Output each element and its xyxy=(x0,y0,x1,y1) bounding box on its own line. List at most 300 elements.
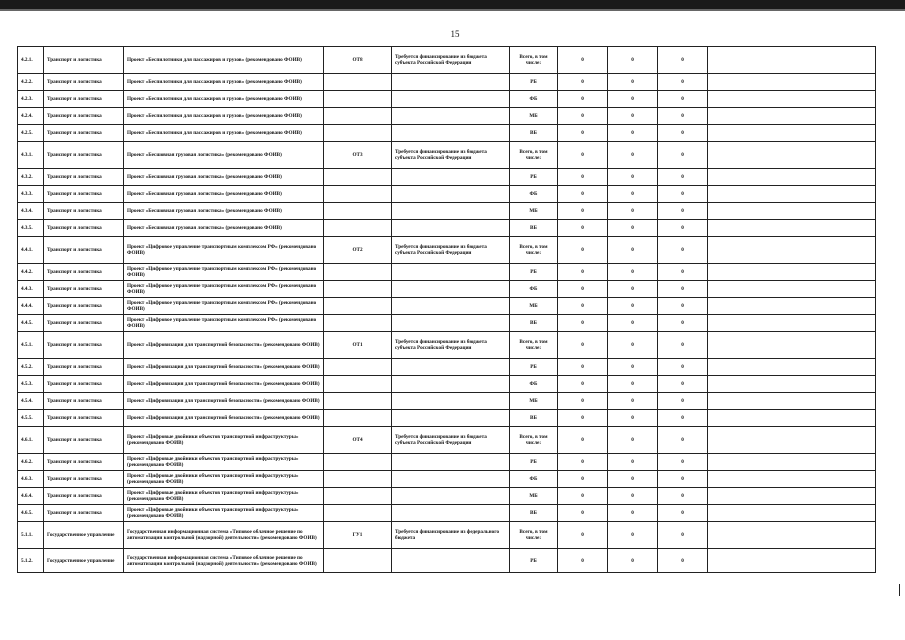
funding-source-cell: ВБ xyxy=(510,315,558,332)
direction-cell: Транспорт и логистика xyxy=(44,108,124,125)
table-row xyxy=(18,549,876,573)
funding-source-cell: ФБ xyxy=(510,471,558,488)
row-number: 4.3.2. xyxy=(18,169,44,186)
funding-source-cell: ВБ xyxy=(510,410,558,427)
value-cell-3: 0 xyxy=(658,74,708,91)
direction-cell: Транспорт и логистика xyxy=(44,91,124,108)
empty-cell xyxy=(708,47,876,74)
funding-source-cell: МБ xyxy=(510,298,558,315)
value-cell-2: 0 xyxy=(608,488,658,505)
financing-note-cell xyxy=(392,454,510,471)
value-cell-1: 0 xyxy=(558,505,608,522)
value-cell-2: 0 xyxy=(608,522,658,549)
value-cell-1: 0 xyxy=(558,410,608,427)
table-row xyxy=(18,427,876,454)
value-cell-3: 0 xyxy=(658,488,708,505)
value-cell-3: 0 xyxy=(658,142,708,169)
value-cell-3: 0 xyxy=(658,315,708,332)
code-cell xyxy=(324,169,392,186)
table-row xyxy=(18,332,876,359)
direction-cell: Транспорт и логистика xyxy=(44,203,124,220)
value-cell-3: 0 xyxy=(658,332,708,359)
value-cell-1: 0 xyxy=(558,203,608,220)
row-number: 4.2.5. xyxy=(18,125,44,142)
empty-cell xyxy=(708,522,876,549)
code-cell xyxy=(324,454,392,471)
financing-note-cell xyxy=(392,410,510,427)
code-cell xyxy=(324,315,392,332)
value-cell-1: 0 xyxy=(558,393,608,410)
project-cell: Проект «Беспилотники для пассажиров и грузов» (рекомендовано ФОИВ) xyxy=(124,91,324,108)
top-scan-border xyxy=(0,0,905,9)
value-cell-1: 0 xyxy=(558,125,608,142)
value-cell-3: 0 xyxy=(658,549,708,573)
value-cell-1: 0 xyxy=(558,108,608,125)
project-cell: Проект «Бесшовная грузовая логистика» (рекомендовано ФОИВ) xyxy=(124,186,324,203)
value-cell-1: 0 xyxy=(558,488,608,505)
funding-source-cell: ФБ xyxy=(510,376,558,393)
empty-cell xyxy=(708,237,876,264)
value-cell-2: 0 xyxy=(608,281,658,298)
value-cell-2: 0 xyxy=(608,549,658,573)
table-row xyxy=(18,522,876,549)
row-number: 4.4.4. xyxy=(18,298,44,315)
empty-cell xyxy=(708,186,876,203)
project-cell: Проект «Цифровое управление транспортным комплексом РФ» (рекомендовано ФОИВ) xyxy=(124,237,324,264)
project-cell: Проект «Бесшовная грузовая логистика» (рекомендовано ФОИВ) xyxy=(124,142,324,169)
value-cell-2: 0 xyxy=(608,427,658,454)
table-row xyxy=(18,220,876,237)
code-cell xyxy=(324,220,392,237)
project-cell: Проект «Беспилотники для пассажиров и грузов» (рекомендовано ФОИВ) xyxy=(124,125,324,142)
table-row xyxy=(18,125,876,142)
value-cell-1: 0 xyxy=(558,169,608,186)
project-cell: Проект «Цифровизация для транспортной безопасности» (рекомендовано ФОИВ) xyxy=(124,393,324,410)
financing-note-cell xyxy=(392,393,510,410)
direction-cell: Государственное управление xyxy=(44,549,124,573)
project-cell: Проект «Беспилотники для пассажиров и грузов» (рекомендовано ФОИВ) xyxy=(124,74,324,91)
direction-cell: Транспорт и логистика xyxy=(44,237,124,264)
value-cell-2: 0 xyxy=(608,74,658,91)
value-cell-2: 0 xyxy=(608,91,658,108)
table-row xyxy=(18,91,876,108)
project-cell: Проект «Беспилотники для пассажиров и грузов» (рекомендовано ФОИВ) xyxy=(124,47,324,74)
funding-source-cell: РБ xyxy=(510,454,558,471)
row-number: 4.4.1. xyxy=(18,237,44,264)
project-cell: Государственная информационная система «Типовое облачное решение по автоматизации контрольной (надзорной) деятельности» (рекомендовано ФОИВ) xyxy=(124,549,324,573)
financing-note-cell xyxy=(392,376,510,393)
funding-source-cell: РБ xyxy=(510,74,558,91)
financing-note-cell xyxy=(392,298,510,315)
empty-cell xyxy=(708,142,876,169)
table-row xyxy=(18,281,876,298)
value-cell-3: 0 xyxy=(658,108,708,125)
value-cell-3: 0 xyxy=(658,125,708,142)
empty-cell xyxy=(708,359,876,376)
value-cell-3: 0 xyxy=(658,359,708,376)
value-cell-3: 0 xyxy=(658,505,708,522)
funding-source-cell: Всего, в том числе: xyxy=(510,237,558,264)
value-cell-3: 0 xyxy=(658,410,708,427)
table-body xyxy=(18,47,876,573)
project-cell: Проект «Цифровое управление транспортным комплексом РФ» (рекомендовано ФОИВ) xyxy=(124,281,324,298)
value-cell-3: 0 xyxy=(658,281,708,298)
row-number: 4.6.5. xyxy=(18,505,44,522)
value-cell-1: 0 xyxy=(558,471,608,488)
table-row xyxy=(18,376,876,393)
top-scan-border-shadow xyxy=(0,9,905,11)
row-number: 4.5.1. xyxy=(18,332,44,359)
financing-note-cell xyxy=(392,203,510,220)
financing-table xyxy=(17,46,876,573)
page-number: 15 xyxy=(450,29,460,39)
funding-source-cell: ВБ xyxy=(510,220,558,237)
direction-cell: Транспорт и логистика xyxy=(44,74,124,91)
code-cell xyxy=(324,186,392,203)
empty-cell xyxy=(708,203,876,220)
direction-cell: Транспорт и логистика xyxy=(44,315,124,332)
value-cell-3: 0 xyxy=(658,471,708,488)
empty-cell xyxy=(708,298,876,315)
code-cell: ГУ1 xyxy=(324,522,392,549)
value-cell-2: 0 xyxy=(608,237,658,264)
code-cell xyxy=(324,410,392,427)
table-row xyxy=(18,454,876,471)
value-cell-3: 0 xyxy=(658,169,708,186)
row-number: 4.5.2. xyxy=(18,359,44,376)
empty-cell xyxy=(708,220,876,237)
table-row xyxy=(18,203,876,220)
value-cell-2: 0 xyxy=(608,332,658,359)
direction-cell: Транспорт и логистика xyxy=(44,359,124,376)
financing-note-cell xyxy=(392,505,510,522)
table-row xyxy=(18,169,876,186)
project-cell: Проект «Цифровизация для транспортной безопасности» (рекомендовано ФОИВ) xyxy=(124,359,324,376)
value-cell-2: 0 xyxy=(608,376,658,393)
code-cell xyxy=(324,298,392,315)
empty-cell xyxy=(708,505,876,522)
table-row xyxy=(18,315,876,332)
project-cell: Проект «Цифровое управление транспортным комплексом РФ» (рекомендовано ФОИВ) xyxy=(124,315,324,332)
value-cell-1: 0 xyxy=(558,298,608,315)
direction-cell: Транспорт и логистика xyxy=(44,454,124,471)
project-cell: Проект «Цифровые двойники объектов транспортной инфраструктуры» (рекомендовано ФОИВ) xyxy=(124,454,324,471)
funding-source-cell: ВБ xyxy=(510,125,558,142)
empty-cell xyxy=(708,332,876,359)
funding-source-cell: Всего, в том числе: xyxy=(510,427,558,454)
value-cell-1: 0 xyxy=(558,427,608,454)
value-cell-2: 0 xyxy=(608,169,658,186)
value-cell-2: 0 xyxy=(608,315,658,332)
empty-cell xyxy=(708,549,876,573)
funding-source-cell: РБ xyxy=(510,169,558,186)
project-cell: Проект «Цифровое управление транспортным комплексом РФ» (рекомендовано ФОИВ) xyxy=(124,264,324,281)
table-row xyxy=(18,298,876,315)
funding-source-cell: ФБ xyxy=(510,91,558,108)
code-cell xyxy=(324,264,392,281)
funding-source-cell: ВБ xyxy=(510,505,558,522)
code-cell xyxy=(324,488,392,505)
direction-cell: Транспорт и логистика xyxy=(44,169,124,186)
direction-cell: Транспорт и логистика xyxy=(44,376,124,393)
value-cell-1: 0 xyxy=(558,332,608,359)
row-number: 4.2.4. xyxy=(18,108,44,125)
direction-cell: Транспорт и логистика xyxy=(44,332,124,359)
financing-note-cell xyxy=(392,264,510,281)
table-row xyxy=(18,108,876,125)
financing-note-cell xyxy=(392,169,510,186)
value-cell-3: 0 xyxy=(658,203,708,220)
empty-cell xyxy=(708,427,876,454)
value-cell-1: 0 xyxy=(558,376,608,393)
value-cell-1: 0 xyxy=(558,549,608,573)
table-row xyxy=(18,264,876,281)
code-cell xyxy=(324,91,392,108)
direction-cell: Транспорт и логистика xyxy=(44,186,124,203)
empty-cell xyxy=(708,315,876,332)
row-number: 4.3.1. xyxy=(18,142,44,169)
funding-source-cell: Всего, в том числе: xyxy=(510,47,558,74)
financing-note-cell xyxy=(392,74,510,91)
row-number: 4.4.2. xyxy=(18,264,44,281)
table-row xyxy=(18,393,876,410)
code-cell: ОТ1 xyxy=(324,332,392,359)
row-number: 4.3.4. xyxy=(18,203,44,220)
value-cell-2: 0 xyxy=(608,471,658,488)
row-number: 5.1.2. xyxy=(18,549,44,573)
value-cell-1: 0 xyxy=(558,281,608,298)
row-number: 4.4.3. xyxy=(18,281,44,298)
code-cell xyxy=(324,359,392,376)
code-cell xyxy=(324,203,392,220)
value-cell-3: 0 xyxy=(658,264,708,281)
project-cell: Проект «Бесшовная грузовая логистика» (рекомендовано ФОИВ) xyxy=(124,220,324,237)
project-cell: Проект «Беспилотники для пассажиров и грузов» (рекомендовано ФОИВ) xyxy=(124,108,324,125)
table-row xyxy=(18,47,876,74)
value-cell-1: 0 xyxy=(558,220,608,237)
code-cell xyxy=(324,505,392,522)
value-cell-1: 0 xyxy=(558,74,608,91)
funding-source-cell: РБ xyxy=(510,359,558,376)
financing-note-cell xyxy=(392,315,510,332)
row-number: 4.4.5. xyxy=(18,315,44,332)
direction-cell: Транспорт и логистика xyxy=(44,281,124,298)
financing-note-cell: Требуется финансирование из бюджета субъекта Российской Федерации xyxy=(392,237,510,264)
value-cell-2: 0 xyxy=(608,203,658,220)
value-cell-2: 0 xyxy=(608,264,658,281)
financing-note-cell xyxy=(392,471,510,488)
table-row xyxy=(18,505,876,522)
project-cell: Проект «Цифровизация для транспортной безопасности» (рекомендовано ФОИВ) xyxy=(124,410,324,427)
funding-source-cell: МБ xyxy=(510,393,558,410)
table-row xyxy=(18,471,876,488)
direction-cell: Транспорт и логистика xyxy=(44,142,124,169)
row-number: 4.2.3. xyxy=(18,91,44,108)
row-number: 4.5.3. xyxy=(18,376,44,393)
value-cell-1: 0 xyxy=(558,237,608,264)
direction-cell: Транспорт и логистика xyxy=(44,393,124,410)
empty-cell xyxy=(708,393,876,410)
direction-cell: Транспорт и логистика xyxy=(44,125,124,142)
empty-cell xyxy=(708,91,876,108)
value-cell-3: 0 xyxy=(658,376,708,393)
value-cell-3: 0 xyxy=(658,186,708,203)
value-cell-2: 0 xyxy=(608,298,658,315)
empty-cell xyxy=(708,125,876,142)
code-cell xyxy=(324,74,392,91)
empty-cell xyxy=(708,281,876,298)
value-cell-2: 0 xyxy=(608,410,658,427)
value-cell-2: 0 xyxy=(608,125,658,142)
financing-note-cell xyxy=(392,125,510,142)
value-cell-3: 0 xyxy=(658,91,708,108)
row-number: 4.5.4. xyxy=(18,393,44,410)
row-number: 4.6.2. xyxy=(18,454,44,471)
financing-note-cell xyxy=(392,220,510,237)
financing-note-cell xyxy=(392,488,510,505)
row-number: 4.6.3. xyxy=(18,471,44,488)
funding-source-cell: РБ xyxy=(510,264,558,281)
value-cell-3: 0 xyxy=(658,237,708,264)
value-cell-1: 0 xyxy=(558,359,608,376)
project-cell: Государственная информационная система «Типовое облачное решение по автоматизации контрольной (надзорной) деятельности» (рекомендовано ФОИВ) xyxy=(124,522,324,549)
value-cell-3: 0 xyxy=(658,47,708,74)
code-cell: ОТ4 xyxy=(324,427,392,454)
funding-source-cell: ФБ xyxy=(510,186,558,203)
empty-cell xyxy=(708,488,876,505)
value-cell-3: 0 xyxy=(658,522,708,549)
financing-note-cell xyxy=(392,281,510,298)
table-row xyxy=(18,359,876,376)
project-cell: Проект «Цифровые двойники объектов транспортной инфраструктуры» (рекомендовано ФОИВ) xyxy=(124,427,324,454)
code-cell xyxy=(324,471,392,488)
funding-source-cell: МБ xyxy=(510,488,558,505)
code-cell xyxy=(324,125,392,142)
funding-source-cell: Всего, в том числе: xyxy=(510,142,558,169)
code-cell xyxy=(324,549,392,573)
financing-note-cell xyxy=(392,549,510,573)
code-cell xyxy=(324,108,392,125)
value-cell-3: 0 xyxy=(658,298,708,315)
code-cell: ОТ2 xyxy=(324,237,392,264)
table-row xyxy=(18,186,876,203)
table-row xyxy=(18,142,876,169)
code-cell xyxy=(324,281,392,298)
direction-cell: Транспорт и логистика xyxy=(44,264,124,281)
direction-cell: Транспорт и логистика xyxy=(44,505,124,522)
value-cell-1: 0 xyxy=(558,315,608,332)
empty-cell xyxy=(708,264,876,281)
project-cell: Проект «Бесшовная грузовая логистика» (рекомендовано ФОИВ) xyxy=(124,169,324,186)
empty-cell xyxy=(708,471,876,488)
value-cell-3: 0 xyxy=(658,393,708,410)
row-number: 4.6.4. xyxy=(18,488,44,505)
code-cell: ОТ3 xyxy=(324,142,392,169)
financing-note-cell xyxy=(392,108,510,125)
direction-cell: Транспорт и логистика xyxy=(44,410,124,427)
value-cell-2: 0 xyxy=(608,393,658,410)
direction-cell: Транспорт и логистика xyxy=(44,488,124,505)
value-cell-1: 0 xyxy=(558,47,608,74)
project-cell: Проект «Цифровизация для транспортной безопасности» (рекомендовано ФОИВ) xyxy=(124,376,324,393)
financing-note-cell: Требуется финансирование из бюджета субъекта Российской Федерации xyxy=(392,47,510,74)
value-cell-1: 0 xyxy=(558,522,608,549)
table-row xyxy=(18,410,876,427)
value-cell-3: 0 xyxy=(658,220,708,237)
project-cell: Проект «Цифровизация для транспортной безопасности» (рекомендовано ФОИВ) xyxy=(124,332,324,359)
direction-cell: Транспорт и логистика xyxy=(44,298,124,315)
empty-cell xyxy=(708,108,876,125)
financing-note-cell xyxy=(392,91,510,108)
funding-source-cell: МБ xyxy=(510,108,558,125)
funding-source-cell: МБ xyxy=(510,203,558,220)
direction-cell: Транспорт и логистика xyxy=(44,471,124,488)
financing-note-cell: Требуется финансирование из бюджета субъекта Российской Федерации xyxy=(392,332,510,359)
direction-cell: Транспорт и логистика xyxy=(44,427,124,454)
table-row xyxy=(18,237,876,264)
financing-note-cell xyxy=(392,359,510,376)
financing-note-cell: Требуется финансирование из бюджета субъекта Российской Федерации xyxy=(392,142,510,169)
value-cell-2: 0 xyxy=(608,454,658,471)
value-cell-1: 0 xyxy=(558,142,608,169)
financing-note-cell: Требуется финансирование из федерального бюджета xyxy=(392,522,510,549)
row-number: 4.3.5. xyxy=(18,220,44,237)
value-cell-2: 0 xyxy=(608,359,658,376)
direction-cell: Транспорт и логистика xyxy=(44,47,124,74)
project-cell: Проект «Бесшовная грузовая логистика» (рекомендовано ФОИВ) xyxy=(124,203,324,220)
row-number: 4.6.1. xyxy=(18,427,44,454)
scan-edge-mark xyxy=(899,584,900,596)
funding-source-cell: ФБ xyxy=(510,281,558,298)
value-cell-1: 0 xyxy=(558,454,608,471)
table-row xyxy=(18,74,876,91)
value-cell-3: 0 xyxy=(658,454,708,471)
code-cell: ОТ8 xyxy=(324,47,392,74)
row-number: 4.5.5. xyxy=(18,410,44,427)
empty-cell xyxy=(708,74,876,91)
financing-note-cell: Требуется финансирование из бюджета субъекта Российской Федерации xyxy=(392,427,510,454)
project-cell: Проект «Цифровое управление транспортным комплексом РФ» (рекомендовано ФОИВ) xyxy=(124,298,324,315)
row-number: 4.3.3. xyxy=(18,186,44,203)
project-cell: Проект «Цифровые двойники объектов транспортной инфраструктуры» (рекомендовано ФОИВ) xyxy=(124,505,324,522)
row-number: 5.1.1. xyxy=(18,522,44,549)
empty-cell xyxy=(708,169,876,186)
row-number: 4.2.2. xyxy=(18,74,44,91)
funding-source-cell: Всего, в том числе: xyxy=(510,522,558,549)
direction-cell: Транспорт и логистика xyxy=(44,220,124,237)
row-number: 4.2.1. xyxy=(18,47,44,74)
code-cell xyxy=(324,376,392,393)
financing-note-cell xyxy=(392,186,510,203)
value-cell-2: 0 xyxy=(608,186,658,203)
direction-cell: Государственное управление xyxy=(44,522,124,549)
value-cell-2: 0 xyxy=(608,108,658,125)
project-cell: Проект «Цифровые двойники объектов транспортной инфраструктуры» (рекомендовано ФОИВ) xyxy=(124,471,324,488)
funding-source-cell: Всего, в том числе: xyxy=(510,332,558,359)
value-cell-1: 0 xyxy=(558,264,608,281)
value-cell-1: 0 xyxy=(558,186,608,203)
value-cell-2: 0 xyxy=(608,220,658,237)
value-cell-3: 0 xyxy=(658,427,708,454)
value-cell-1: 0 xyxy=(558,91,608,108)
funding-source-cell: РБ xyxy=(510,549,558,573)
value-cell-2: 0 xyxy=(608,505,658,522)
table-row xyxy=(18,488,876,505)
empty-cell xyxy=(708,376,876,393)
value-cell-2: 0 xyxy=(608,142,658,169)
code-cell xyxy=(324,393,392,410)
empty-cell xyxy=(708,410,876,427)
